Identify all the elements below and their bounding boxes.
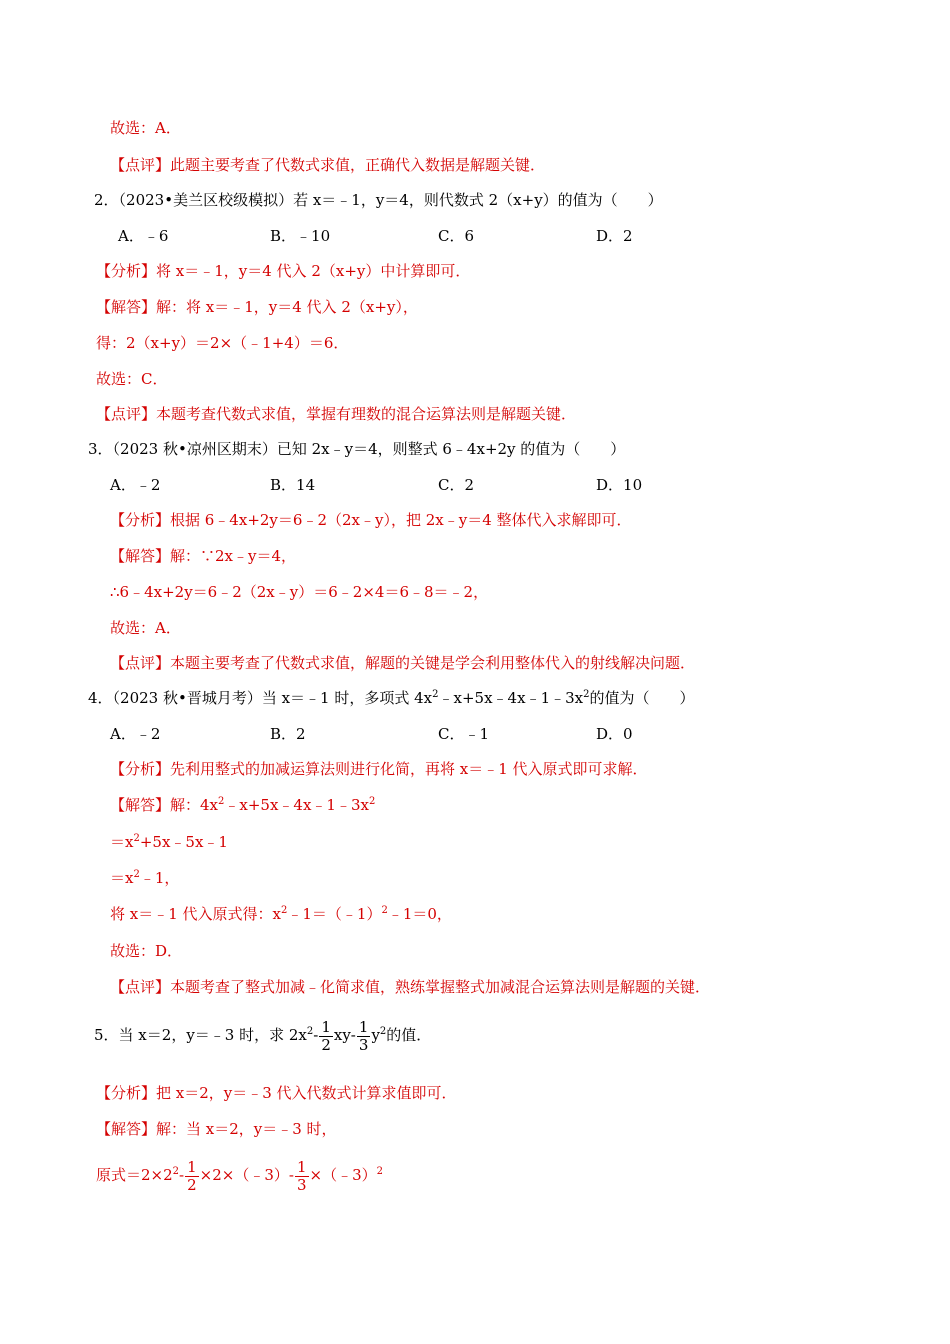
q4-step-3 bbox=[110, 904, 452, 924]
q2-option-d bbox=[596, 226, 633, 246]
q2-option-b bbox=[270, 226, 330, 246]
superscript: 2 bbox=[368, 796, 376, 807]
fraction-one-half bbox=[319, 1019, 333, 1054]
text: 的值为（ ） bbox=[589, 689, 695, 707]
q3-comment bbox=[110, 653, 695, 673]
q4-step-2 bbox=[110, 868, 179, 888]
text: 3．（2023 秋•凉州区期末）已知 2x﹣y＝4，则整式 6﹣4x+2y 的值为（ ） bbox=[88, 440, 626, 458]
fraction-one-third bbox=[357, 1019, 371, 1054]
q2-option-c bbox=[438, 226, 474, 246]
q2-option-a bbox=[118, 226, 168, 246]
text: 故选：A． bbox=[110, 619, 181, 637]
text: ×（﹣3） bbox=[309, 1166, 377, 1184]
q3-option-d bbox=[596, 475, 642, 495]
q3-analysis bbox=[110, 510, 632, 530]
q3-option-b bbox=[270, 475, 315, 495]
q4-stem bbox=[88, 688, 695, 708]
text: ∴6﹣4x+2y＝6﹣2（2x﹣y）＝6﹣2×4＝6﹣8＝﹣2， bbox=[110, 583, 489, 601]
q4-comment bbox=[110, 977, 710, 997]
text: 【分析】把 x＝2，y＝﹣3 代入代数式计算求值即可． bbox=[96, 1084, 457, 1102]
text: 2．（2023•美兰区校级模拟）若 x＝﹣1，y＝4，则代数式 2（x+y）的值为（ ） bbox=[94, 191, 663, 209]
denominator: 3 bbox=[358, 1035, 369, 1054]
q3-option-c bbox=[438, 475, 474, 495]
text: C．﹣1 bbox=[438, 725, 490, 743]
superscript: 2 bbox=[381, 905, 388, 916]
q2-analysis bbox=[96, 261, 470, 281]
denominator: 3 bbox=[296, 1175, 307, 1194]
fraction-one-half bbox=[185, 1159, 199, 1194]
q2-comment bbox=[96, 404, 576, 424]
text: D．0 bbox=[596, 725, 633, 743]
text: +5x﹣5x﹣1 bbox=[139, 833, 228, 851]
q5-expression bbox=[96, 1157, 383, 1194]
numerator: 1 bbox=[358, 1017, 369, 1036]
superscript: 2 bbox=[218, 796, 225, 807]
text: 【点评】本题考查了整式加减﹣化简求值，熟练掌握整式加减混合运算法则是解题的关键． bbox=[110, 978, 711, 996]
text: ﹣1， bbox=[139, 869, 180, 887]
superscript: 2 bbox=[306, 1026, 314, 1037]
q4-step-1 bbox=[110, 832, 228, 852]
text: 【分析】根据 6﹣4x+2y＝6﹣2（2x﹣y），把 2x﹣y＝4 整体代入求解即可． bbox=[110, 511, 632, 529]
text: 【解答】解：将 x＝﹣1，y＝4 代入 2（x+y）， bbox=[96, 298, 418, 316]
text: ＝x bbox=[110, 833, 134, 851]
superscript: 2 bbox=[281, 905, 288, 916]
fraction-one-third bbox=[295, 1159, 309, 1194]
text: B．14 bbox=[270, 476, 316, 494]
q4-option-b bbox=[270, 724, 306, 744]
superscript: 2 bbox=[376, 1166, 383, 1177]
q5-solution bbox=[96, 1119, 337, 1139]
superscript: 2 bbox=[133, 833, 140, 844]
text: C．6 bbox=[438, 227, 475, 245]
q4-option-c bbox=[438, 724, 489, 744]
text: 得：2（x+y）＝2×（﹣1+4）＝6． bbox=[96, 334, 349, 352]
q2-stem bbox=[94, 190, 663, 210]
text: 的值． bbox=[386, 1026, 432, 1044]
superscript: 2 bbox=[133, 869, 140, 880]
text: 将 x＝﹣1 代入原式得：x bbox=[110, 905, 281, 923]
numerator: 1 bbox=[296, 1157, 307, 1176]
text: A．﹣6 bbox=[118, 227, 169, 245]
q4-option-d bbox=[596, 724, 633, 744]
q2-solution bbox=[96, 297, 418, 317]
text: ﹣1＝（﹣1） bbox=[287, 905, 382, 923]
superscript: 2 bbox=[379, 1026, 387, 1037]
text: ﹣x+5x﹣4x﹣1﹣3x bbox=[438, 689, 584, 707]
text: 故选：C． bbox=[96, 370, 168, 388]
q4-solution bbox=[110, 795, 375, 815]
text: ﹣x+5x﹣4x﹣1﹣3x bbox=[224, 796, 369, 814]
denominator: 2 bbox=[321, 1035, 331, 1054]
text: B．2 bbox=[270, 725, 306, 743]
q2-result bbox=[96, 333, 348, 353]
text: 【解答】解：∵2x﹣y＝4， bbox=[110, 547, 297, 565]
text: B．﹣10 bbox=[270, 227, 331, 245]
text: ＝x bbox=[110, 869, 134, 887]
text: 故选：A． bbox=[110, 119, 181, 137]
text: 【解答】解：4x bbox=[110, 796, 219, 814]
q3-solution bbox=[110, 546, 296, 566]
q2-answer bbox=[96, 369, 167, 389]
text: 4．（2023 秋•晋城月考）当 x＝﹣1 时，多项式 4x bbox=[88, 689, 433, 707]
text: - bbox=[179, 1166, 185, 1184]
q5-stem bbox=[94, 1017, 431, 1054]
text: 原式＝2×2 bbox=[96, 1166, 173, 1184]
text: 【点评】本题考查代数式求值，掌握有理数的混合运算法则是解题关键． bbox=[96, 405, 577, 423]
text: ×2×（﹣3）- bbox=[199, 1166, 294, 1184]
q1-answer-line bbox=[110, 118, 181, 138]
text: xy- bbox=[333, 1026, 356, 1044]
text: 【点评】本题主要考查了代数式求值，解题的关键是学会利用整体代入的射线解决问题． bbox=[110, 654, 696, 672]
text: - bbox=[313, 1026, 319, 1044]
text: 故选：D． bbox=[110, 942, 183, 960]
text: 【点评】此题主要考查了代数式求值，正确代入数据是解题关键． bbox=[110, 156, 546, 174]
text: D．2 bbox=[596, 227, 633, 245]
text: 【分析】将 x＝﹣1，y＝4 代入 2（x+y）中计算即可． bbox=[96, 262, 471, 280]
denominator: 2 bbox=[187, 1175, 197, 1194]
numerator: 1 bbox=[321, 1017, 331, 1036]
text: C．2 bbox=[438, 476, 475, 494]
q4-option-a bbox=[110, 724, 160, 744]
text: ﹣1＝0， bbox=[387, 905, 452, 923]
text: A．﹣2 bbox=[110, 476, 161, 494]
q3-stem bbox=[88, 439, 625, 459]
text: 5．当 x＝2，y＝﹣3 时，求 2x bbox=[94, 1026, 307, 1044]
q4-analysis bbox=[110, 759, 648, 779]
q3-answer bbox=[110, 618, 181, 638]
text: 【解答】解：当 x＝2，y＝﹣3 时， bbox=[96, 1120, 337, 1138]
q1-comment-line bbox=[110, 155, 545, 175]
superscript: 2 bbox=[172, 1166, 180, 1177]
q5-analysis bbox=[96, 1083, 457, 1103]
text: D．10 bbox=[596, 476, 643, 494]
text: y bbox=[371, 1026, 380, 1044]
q4-answer bbox=[110, 941, 182, 961]
numerator: 1 bbox=[187, 1157, 197, 1176]
q3-steps bbox=[110, 582, 488, 602]
q3-option-a bbox=[110, 475, 160, 495]
text: A．﹣2 bbox=[110, 725, 161, 743]
superscript: 2 bbox=[583, 689, 590, 700]
text: 【分析】先利用整式的加减运算法则进行化简，再将 x＝﹣1 代入原式即可求解． bbox=[110, 760, 648, 778]
superscript: 2 bbox=[432, 689, 439, 700]
